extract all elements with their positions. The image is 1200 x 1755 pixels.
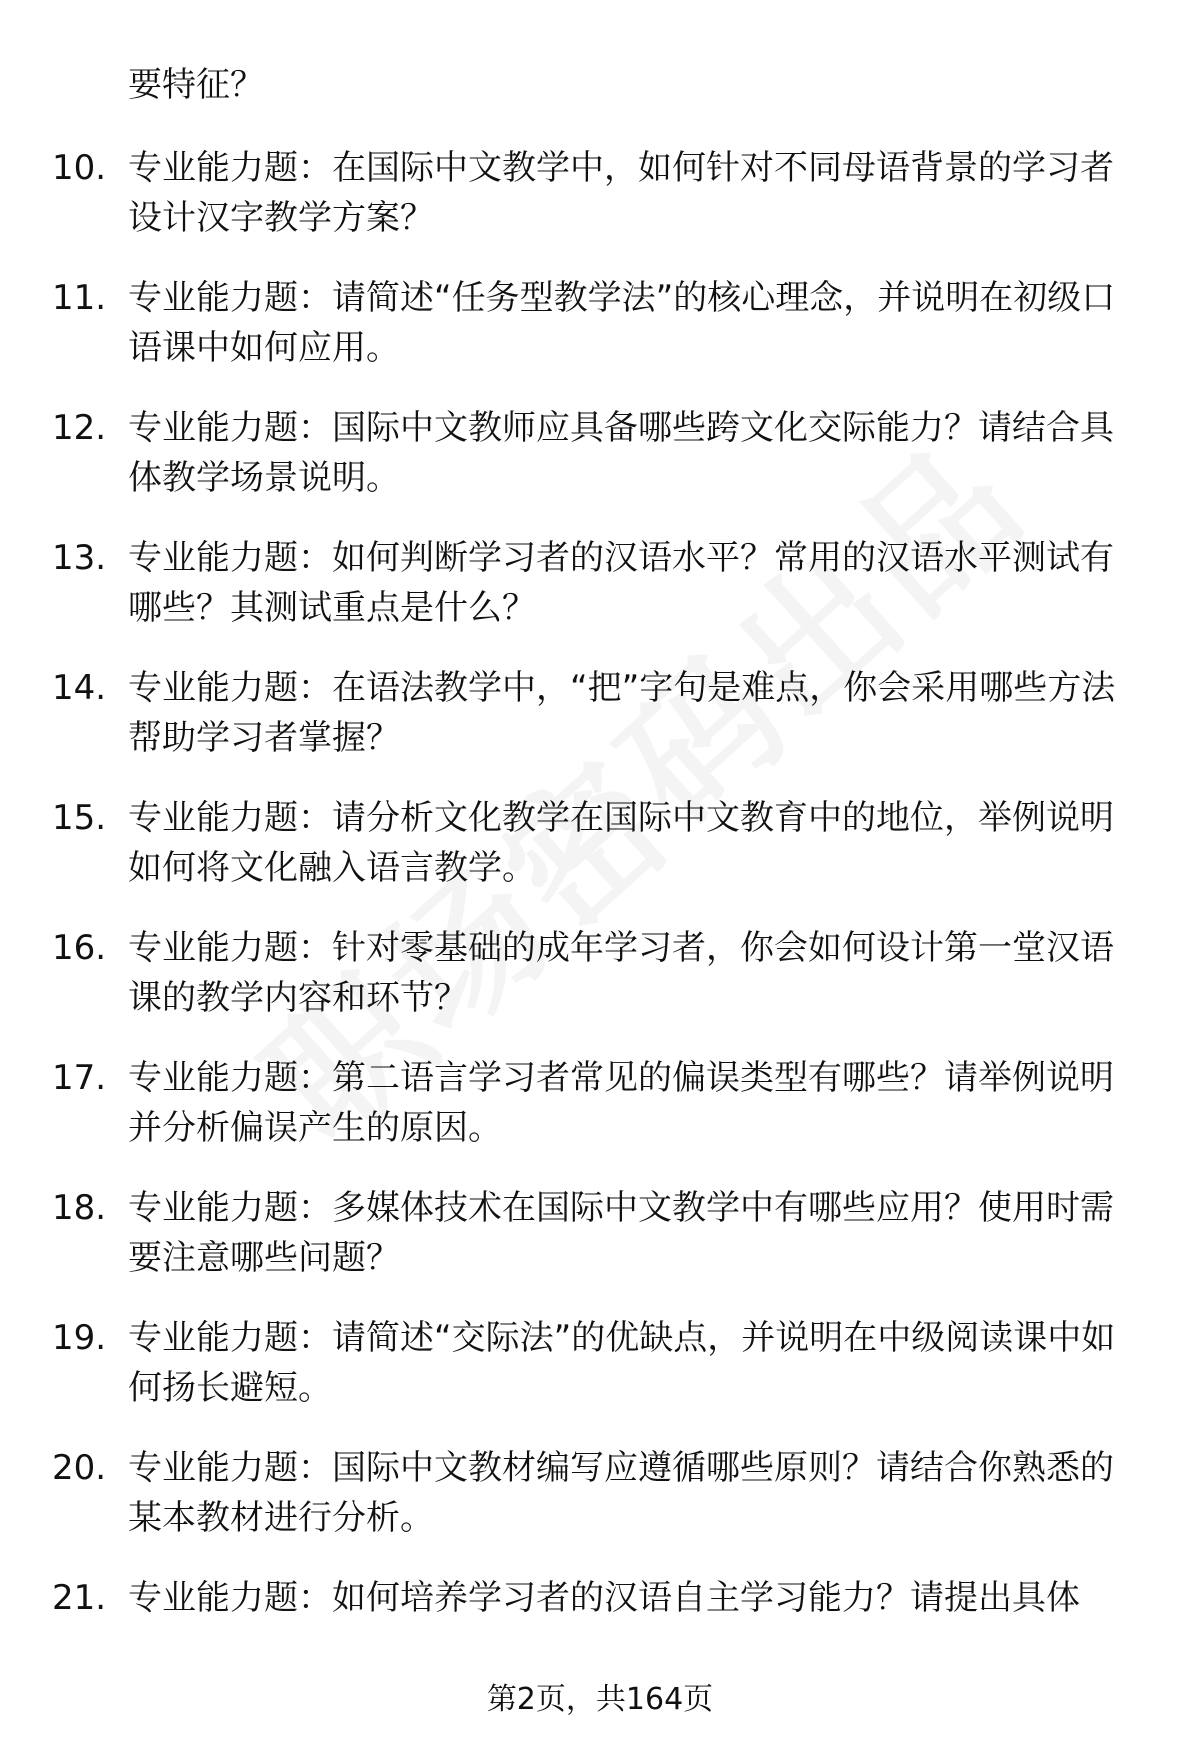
- question-item: [0, 1053, 1200, 1183]
- question-text: 专业能力题：在国际中文教学中，如何针对不同母语背景的学习者设计汉字教学方案？: [128, 148, 1114, 238]
- question-number: 15.: [52, 798, 107, 838]
- question-text: 专业能力题：如何判断学习者的汉语水平？常用的汉语水平测试有哪些？其测试重点是什么？: [128, 538, 1114, 628]
- question-number: 19.: [52, 1318, 107, 1358]
- question-number: 13.: [52, 538, 107, 578]
- question-list: [0, 143, 1200, 1703]
- question-item: [0, 1443, 1200, 1573]
- question-item: [0, 533, 1200, 663]
- question-number: 12.: [52, 408, 107, 448]
- page-number-footer: 第2页，共164页: [486, 1682, 714, 1717]
- question-number: 21.: [52, 1578, 107, 1618]
- question-number: 18.: [52, 1188, 107, 1228]
- question-text: 专业能力题：针对零基础的成年学习者，你会如何设计第一堂汉语课的教学内容和环节？: [128, 928, 1114, 1018]
- question-item: [0, 403, 1200, 533]
- question-text: 专业能力题：多媒体技术在国际中文教学中有哪些应用？使用时需要注意哪些问题？: [128, 1188, 1114, 1278]
- question-text: 专业能力题：请分析文化教学在国际中文教育中的地位，举例说明如何将文化融入语言教学。: [128, 798, 1114, 888]
- question-item: [0, 663, 1200, 793]
- question-item: [0, 273, 1200, 403]
- question-number: 14.: [52, 668, 107, 708]
- question-text: 专业能力题：如何培养学习者的汉语自主学习能力？请提出具体: [128, 1578, 1080, 1618]
- question-item: [0, 923, 1200, 1053]
- question-item: [0, 1313, 1200, 1443]
- question-number: 20.: [52, 1448, 107, 1488]
- question-text: 专业能力题：请简述“任务型教学法”的核心理念，并说明在初级口语课中如何应用。: [128, 278, 1116, 368]
- question-number: 11.: [52, 278, 107, 318]
- question-text: 专业能力题：第二语言学习者常见的偏误类型有哪些？请举例说明并分析偏误产生的原因。: [128, 1058, 1114, 1148]
- question-number: 16.: [52, 928, 107, 968]
- question-number: 10.: [52, 148, 107, 188]
- question-item: [0, 143, 1200, 273]
- question-number: 17.: [52, 1058, 107, 1098]
- question-item: [0, 1183, 1200, 1313]
- question-text: 专业能力题：国际中文教师应具备哪些跨文化交际能力？请结合具体教学场景说明。: [128, 408, 1114, 498]
- question-text: 专业能力题：国际中文教材编写应遵循哪些原则？请结合你熟悉的某本教材进行分析。: [128, 1448, 1114, 1538]
- continued-question-text: 要特征？: [128, 65, 264, 105]
- question-text: 专业能力题：请简述“交际法”的优缺点，并说明在中级阅读课中如何扬长避短。: [128, 1318, 1116, 1408]
- question-text: 专业能力题：在语法教学中，“把”字句是难点，你会采用哪些方法帮助学习者掌握？: [128, 668, 1116, 758]
- question-item: [0, 793, 1200, 923]
